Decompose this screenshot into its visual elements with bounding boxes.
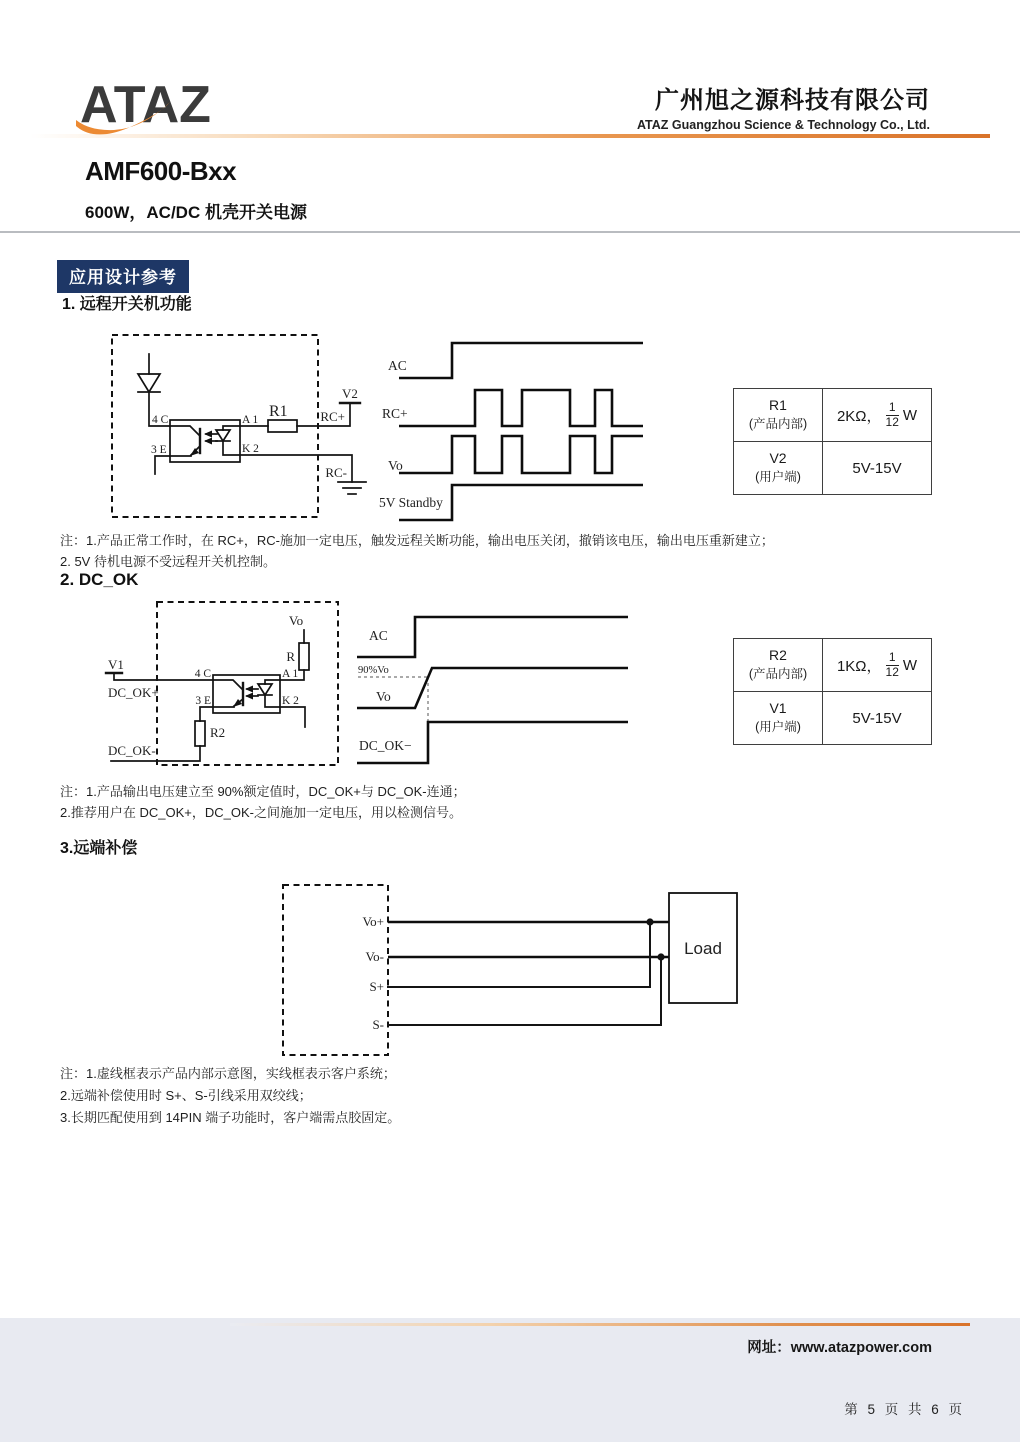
remote-onoff-circuit-diagram [105,328,375,528]
rc-plus-label: RC+ [320,409,345,424]
pin3-label: 3 E [151,444,167,456]
table-row [734,441,931,494]
ninety-percent-label: 90%Vo [358,665,389,676]
r-label: R [286,649,295,664]
website-link[interactable]: 网址：www.atazpower.com [747,1340,932,1356]
pin4-label: 4 C [152,414,169,426]
note-line: 2.推荐用户在 DC_OK+，DC_OK-之间施加一定电压，用以检测信号。 [60,805,462,820]
resistor-r2 [195,721,205,746]
param-value: 5V-15V [852,459,902,477]
pin3-label: 3 E [195,695,211,707]
fraction-numerator: 1 [886,401,899,415]
r2-label: R2 [210,725,226,740]
ataz-logo [80,76,250,140]
dc-ok-minus-label: DC_OK- [108,743,156,758]
product-internal-dashed-box [112,335,318,517]
fraction-denominator: 12 [885,414,899,429]
page-number: 第 5 页 共 6 页 [844,1402,965,1417]
wave-standby-label: 5V Standby [379,495,443,510]
r1-label: R1 [269,403,288,420]
note-line: 注：1.产品正常工作时，在 RC+，RC-施加一定电压，触发远程关断功能，输出电压关闭，撤销该电压，输出电压重新建立； [60,533,774,548]
v2-label: V2 [342,386,358,401]
resistor-r [299,643,309,670]
page-footer [0,1318,1020,1442]
item2-notes [60,781,466,823]
s-minus-label: S- [372,1017,384,1032]
rc-minus-label: RC- [325,465,347,480]
fraction-denominator: 12 [885,664,899,679]
fraction-numerator: 1 [886,651,899,665]
dc-ok-plus-label: DC_OK+ [108,685,159,700]
vo-plus-label: Vo+ [362,914,384,929]
ground-symbol [338,482,366,494]
sense-wires [388,918,669,1025]
pinK-label: K 2 [242,443,259,455]
param-name: R2 [769,647,787,663]
param-scope: (用户端) [755,720,801,734]
param-scope: (产品内部) [748,667,808,681]
item3-heading: 3.远端补偿 [60,840,138,857]
item1-heading: 1. 远程开关机功能 [62,296,192,313]
section-badge: 应用设计参考 [57,260,189,293]
junction-dot [646,918,653,925]
note-line: 2. 5V 待机电源不受远程开关机控制。 [60,554,276,569]
note-line: 注：1.产品输出电压建立至 90%额定值时，DC_OK+与 DC_OK-连通； [60,784,466,799]
header-divider [30,134,990,138]
title-divider [0,231,1020,233]
param-value: 2KΩ， [836,407,882,425]
param-value: 5V-15V [852,709,902,727]
company-block [637,80,930,132]
note-line: 3.长期匹配使用到 14PIN 端子功能时，客户端需点胶固定。 [60,1110,401,1125]
product-model: AMF600-Bxx [85,156,237,186]
resistor-r1 [268,420,297,432]
wave-ac-label: AC [388,358,407,373]
param-name: R1 [769,397,787,413]
pinK-label: K 2 [282,695,299,707]
ac-trace [399,343,643,378]
pinA-label: A 1 [282,668,299,680]
wave-rcplus-label: RC+ [382,406,408,421]
remote-sense-diagram [280,878,755,1063]
vo-trace [399,436,643,473]
table-row [734,639,931,691]
load-label: Load [684,939,722,958]
wave-vo-label: Vo [376,689,391,704]
company-name-en: ATAZ Guangzhou Science & Technology Co., Ltd. [636,118,930,132]
wave-vo-label: Vo [388,458,403,473]
item1-notes [60,530,774,572]
product-subtitle: 600W，AC/DC 机壳开关电源 [85,203,307,222]
v1-label: V1 [108,657,124,672]
pinA-label: A 1 [242,414,259,426]
dc-ok-circuit-diagram [100,595,350,775]
param-name: V2 [769,450,787,466]
vo-trace [357,668,628,708]
param-scope: (用户端) [755,470,801,484]
dc-ok-waveforms [355,600,650,770]
wave-ac-label: AC [369,628,388,643]
item3-notes [60,1063,400,1129]
pin4-label: 4 C [194,668,211,680]
param-scope: (产品内部) [748,417,808,431]
param-unit: W [902,406,918,424]
junction-dot [657,953,664,960]
r2-v1-parameter-table [733,638,932,745]
logo-wordmark: ATAZ [80,76,211,134]
table-row [734,691,931,744]
product-internal-dashed-box [157,602,338,765]
footer-divider [230,1323,970,1326]
note-line: 注：1.虚线框表示产品内部示意图，实线框表示客户系统； [60,1066,396,1081]
item2-heading: 2. DC_OK [60,570,139,589]
note-line: 2.远端补偿使用时 S+、S-引线采用双绞线； [60,1088,312,1103]
s-plus-label: S+ [369,979,384,994]
company-name-cn: 广州旭之源科技有限公司 [655,87,930,114]
param-name: V1 [769,700,787,716]
r1-v2-parameter-table [733,388,932,495]
vo-label: Vo [288,613,304,628]
table-row [734,389,931,441]
vo-minus-label: Vo- [365,949,384,964]
param-unit: W [902,656,918,674]
ac-trace [357,617,628,657]
wave-dcok-label: DC_OK− [359,738,412,753]
rc-plus-trace [399,390,643,426]
remote-onoff-waveforms [378,330,668,525]
param-value: 1KΩ， [836,657,882,675]
